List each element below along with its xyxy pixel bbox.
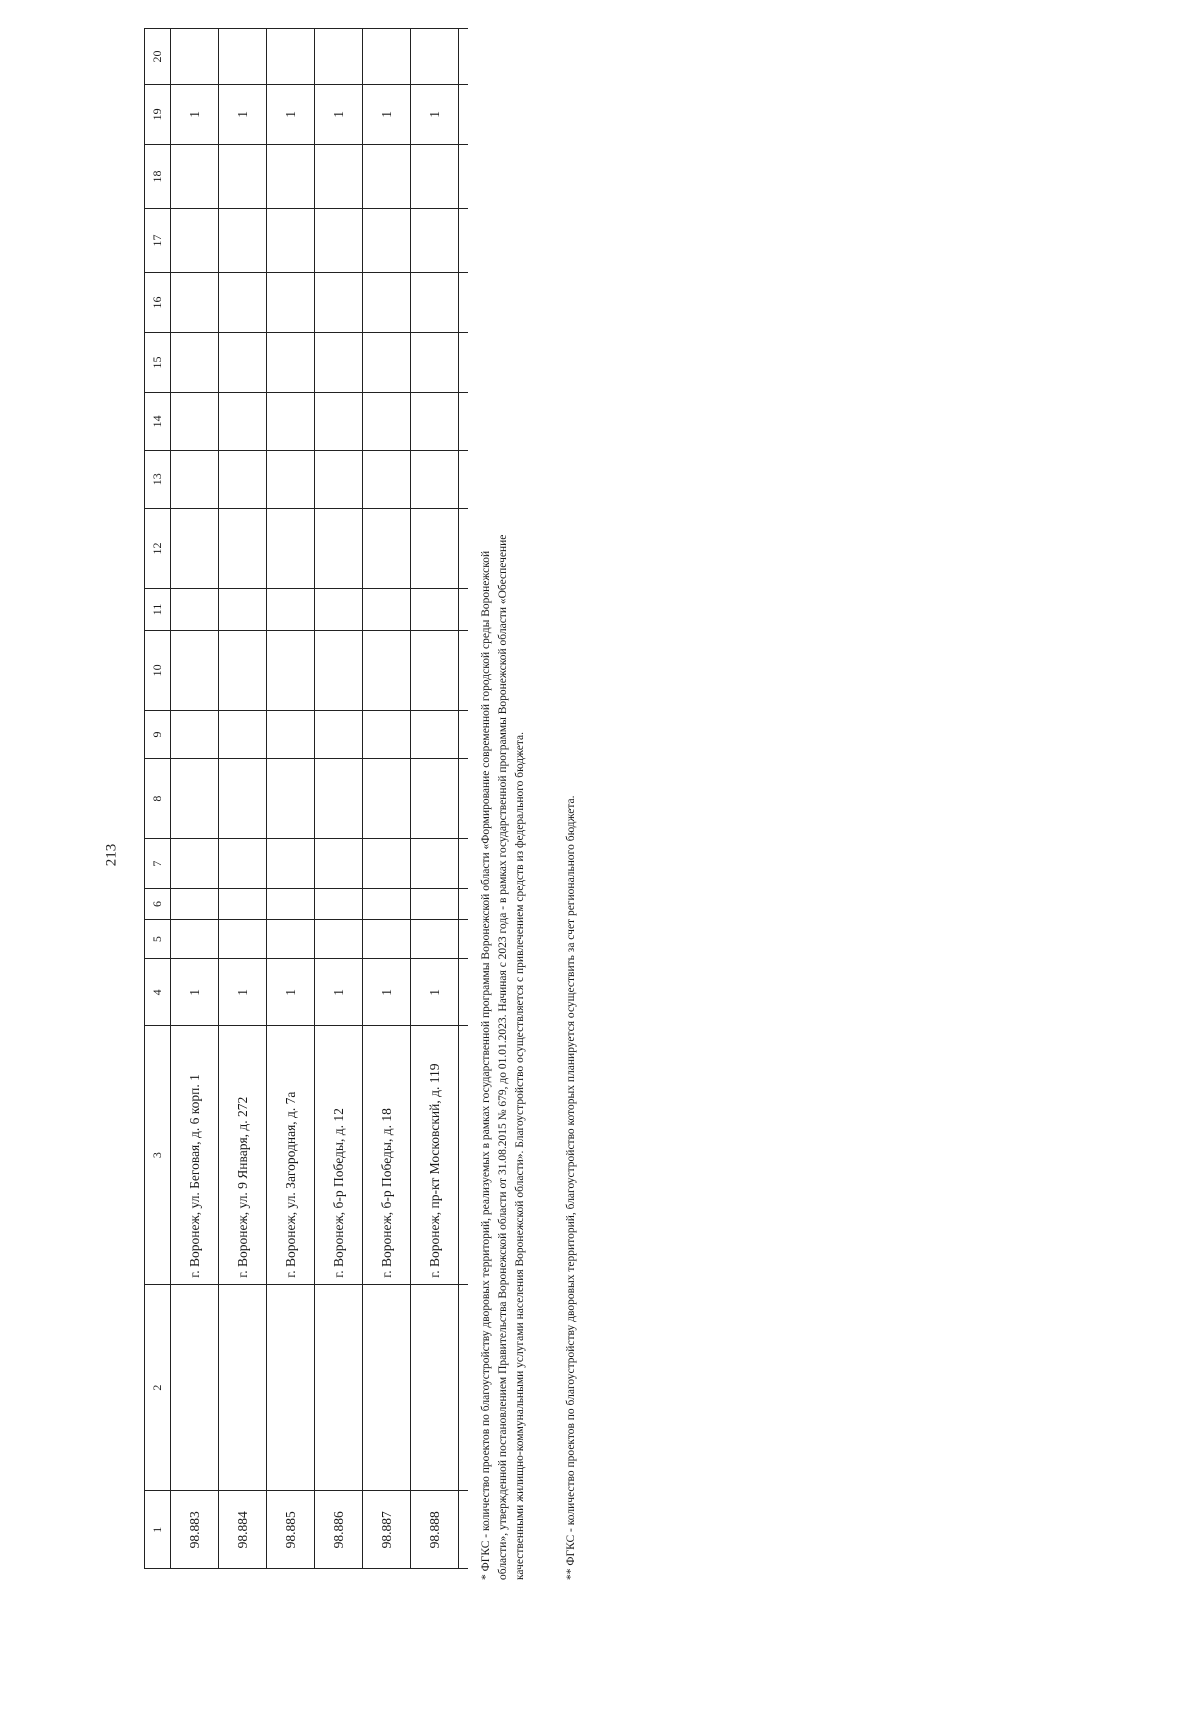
empty-cell <box>363 589 411 630</box>
row-count-total: 1 <box>171 959 219 1026</box>
empty-cell <box>411 208 459 272</box>
empty-cell <box>363 144 411 208</box>
empty-cell <box>267 888 315 919</box>
total-value <box>459 630 469 711</box>
total-value <box>459 888 469 919</box>
empty-cell <box>267 711 315 759</box>
total-value <box>459 711 469 759</box>
empty-cell <box>171 839 219 889</box>
total-value <box>459 332 469 392</box>
table-total-row <box>459 29 469 1569</box>
empty-cell <box>363 758 411 839</box>
empty-cell <box>171 273 219 333</box>
empty-cell <box>363 29 411 85</box>
empty-cell <box>171 29 219 85</box>
empty-cell <box>219 919 267 958</box>
empty-cell <box>171 208 219 272</box>
table-row <box>315 29 363 1569</box>
column-header: 1 <box>145 1491 171 1569</box>
empty-cell <box>219 392 267 450</box>
total-value <box>459 758 469 839</box>
empty-cell <box>267 630 315 711</box>
empty-cell <box>219 332 267 392</box>
row-name-cell <box>411 1284 459 1491</box>
empty-cell <box>315 888 363 919</box>
row-count-total: 1 <box>411 959 459 1026</box>
total-value <box>459 84 469 144</box>
page-number: 213 <box>103 843 120 867</box>
row-address: г. Воронеж, ул. 9 Января, д. 272 <box>219 1026 267 1284</box>
row-name-cell <box>363 1284 411 1491</box>
table-row <box>363 29 411 1569</box>
row-count-fgks: 1 <box>219 84 267 144</box>
empty-cell <box>363 888 411 919</box>
empty-cell <box>219 29 267 85</box>
empty-cell <box>171 711 219 759</box>
empty-cell <box>315 630 363 711</box>
empty-cell <box>171 888 219 919</box>
total-label <box>459 1284 469 1491</box>
row-address: г. Воронеж, б-р Победы, д. 12 <box>315 1026 363 1284</box>
total-value <box>459 508 469 589</box>
empty-cell <box>219 144 267 208</box>
column-header: 19 <box>145 84 171 144</box>
empty-cell <box>219 508 267 589</box>
empty-cell <box>219 758 267 839</box>
empty-cell <box>219 589 267 630</box>
empty-cell <box>363 332 411 392</box>
empty-cell <box>363 839 411 889</box>
empty-cell <box>459 1026 469 1284</box>
empty-cell <box>315 711 363 759</box>
empty-cell <box>363 450 411 508</box>
empty-cell <box>219 888 267 919</box>
row-count-fgks: 1 <box>171 84 219 144</box>
empty-cell <box>411 758 459 839</box>
table-row <box>171 29 219 1569</box>
data-table <box>144 28 468 1569</box>
empty-cell <box>315 839 363 889</box>
empty-cell <box>267 508 315 589</box>
empty-cell <box>267 589 315 630</box>
total-value <box>459 839 469 889</box>
empty-cell <box>171 450 219 508</box>
row-address: г. Воронеж, пр-кт Московский, д. 119 <box>411 1026 459 1284</box>
empty-cell <box>267 839 315 889</box>
empty-cell <box>267 450 315 508</box>
table-row <box>267 29 315 1569</box>
empty-cell <box>411 839 459 889</box>
empty-cell <box>363 919 411 958</box>
row-count-fgks: 1 <box>267 84 315 144</box>
row-count-total: 1 <box>267 959 315 1026</box>
empty-cell <box>267 144 315 208</box>
empty-cell <box>411 332 459 392</box>
empty-cell <box>267 392 315 450</box>
empty-cell <box>267 758 315 839</box>
row-name-cell <box>315 1284 363 1491</box>
column-header: 12 <box>145 508 171 589</box>
empty-cell <box>315 589 363 630</box>
table-row <box>219 29 267 1569</box>
footnote-fgks-federal: * ФГКС - количество проектов по благоустройству дворовых территорий, реализуемых в рамках государственной программы Воронежской области «Формирование современной городской среды Воронежской области», утвержденной постановлением Правительства Воронежской области от 31.08.2015 № 679, до 01.01.2023. Начиная с 2023 года - в рамках государственной программы Воронежской области «Обеспечение качественными жилищно-коммунальными услугами населения Воронежской области». Благоустройство осуществляется с привлечением средств из федерального бюджета. <box>480 534 526 1580</box>
row-address: г. Воронеж, б-р Победы, д. 18 <box>363 1026 411 1284</box>
table-header-row <box>145 29 171 1569</box>
row-count-total: 1 <box>219 959 267 1026</box>
total-value <box>459 29 469 85</box>
column-header: 14 <box>145 392 171 450</box>
empty-cell <box>315 208 363 272</box>
empty-cell <box>267 273 315 333</box>
column-header: 13 <box>145 450 171 508</box>
column-header: 8 <box>145 758 171 839</box>
total-value <box>459 959 469 1026</box>
empty-cell <box>219 273 267 333</box>
total-value <box>459 450 469 508</box>
empty-cell <box>411 450 459 508</box>
empty-cell <box>363 630 411 711</box>
empty-cell <box>267 208 315 272</box>
empty-cell <box>171 919 219 958</box>
row-count-fgks: 1 <box>315 84 363 144</box>
empty-cell <box>315 29 363 85</box>
row-number: 98.883 <box>171 1491 219 1569</box>
empty-cell <box>267 332 315 392</box>
column-header: 16 <box>145 273 171 333</box>
empty-cell <box>411 630 459 711</box>
empty-cell <box>315 392 363 450</box>
column-header: 18 <box>145 144 171 208</box>
column-header: 4 <box>145 959 171 1026</box>
row-number: 98.884 <box>219 1491 267 1569</box>
empty-cell <box>171 144 219 208</box>
row-name-cell <box>171 1284 219 1491</box>
empty-cell <box>315 273 363 333</box>
column-header: 9 <box>145 711 171 759</box>
row-count-total: 1 <box>315 959 363 1026</box>
total-value <box>459 392 469 450</box>
empty-cell <box>171 758 219 839</box>
empty-cell <box>171 589 219 630</box>
row-count-fgks: 1 <box>363 84 411 144</box>
empty-cell <box>171 630 219 711</box>
empty-cell <box>315 450 363 508</box>
column-header: 10 <box>145 630 171 711</box>
empty-cell <box>315 144 363 208</box>
data-table-frame <box>144 28 468 1569</box>
row-name-cell <box>219 1284 267 1491</box>
empty-cell <box>411 29 459 85</box>
empty-cell <box>363 508 411 589</box>
empty-cell <box>411 273 459 333</box>
empty-cell <box>219 711 267 759</box>
empty-cell <box>411 392 459 450</box>
column-header: 20 <box>145 29 171 85</box>
empty-cell <box>315 758 363 839</box>
row-number: 98.888 <box>411 1491 459 1569</box>
empty-cell <box>411 589 459 630</box>
empty-cell <box>171 392 219 450</box>
empty-cell <box>363 273 411 333</box>
total-value <box>459 144 469 208</box>
total-value <box>459 589 469 630</box>
empty-cell <box>363 208 411 272</box>
column-header: 5 <box>145 919 171 958</box>
total-value <box>459 273 469 333</box>
row-address: г. Воронеж, ул. Загородная, д. 7а <box>267 1026 315 1284</box>
empty-cell <box>315 508 363 589</box>
empty-cell <box>267 29 315 85</box>
column-header: 2 <box>145 1284 171 1491</box>
column-header: 17 <box>145 208 171 272</box>
row-address: г. Воронеж, ул. Беговая, д. 6 корп. 1 <box>171 1026 219 1284</box>
footnote-fgks-regional: ** ФГКС - количество проектов по благоустройству дворовых территорий, благоустройство которых планируется осуществить за счет регионального бюджета. <box>565 795 577 1580</box>
row-number: 98.885 <box>267 1491 315 1569</box>
footnotes-frame <box>478 520 628 1580</box>
empty-cell <box>315 919 363 958</box>
empty-cell <box>411 919 459 958</box>
row-number: 98.886 <box>315 1491 363 1569</box>
empty-cell <box>363 392 411 450</box>
empty-cell <box>411 888 459 919</box>
empty-cell <box>219 839 267 889</box>
table-row <box>411 29 459 1569</box>
total-value <box>459 208 469 272</box>
empty-cell <box>219 208 267 272</box>
empty-cell <box>411 508 459 589</box>
row-name-cell <box>267 1284 315 1491</box>
column-header: 11 <box>145 589 171 630</box>
row-count-fgks: 1 <box>411 84 459 144</box>
column-header: 7 <box>145 839 171 889</box>
empty-cell <box>315 332 363 392</box>
empty-cell <box>171 508 219 589</box>
row-count-total: 1 <box>363 959 411 1026</box>
empty-cell <box>411 144 459 208</box>
empty-cell <box>219 450 267 508</box>
column-header: 3 <box>145 1026 171 1284</box>
empty-cell <box>363 711 411 759</box>
empty-cell <box>219 630 267 711</box>
column-header: 6 <box>145 888 171 919</box>
empty-cell <box>171 332 219 392</box>
total-value <box>459 919 469 958</box>
row-number: 98.887 <box>363 1491 411 1569</box>
empty-cell <box>267 919 315 958</box>
empty-cell <box>411 711 459 759</box>
empty-cell <box>459 1491 469 1569</box>
column-header: 15 <box>145 332 171 392</box>
